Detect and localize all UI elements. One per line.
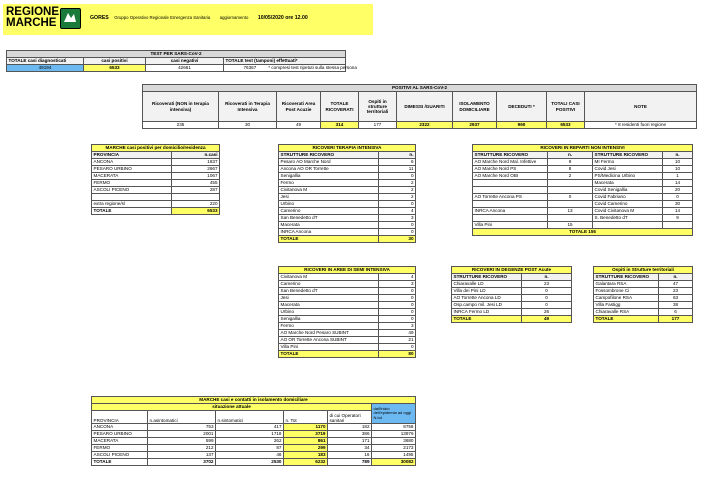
- isolamento-cell: 171: [328, 438, 372, 445]
- tests-h-neg: casi negativi: [146, 58, 224, 65]
- nonti-cell: 14: [663, 208, 693, 215]
- isolamento-cell: 262: [216, 438, 284, 445]
- territoriali-name: Chiaravalle RSA: [594, 309, 659, 316]
- semi-value: 0: [379, 302, 416, 309]
- nonti-cell: [473, 187, 548, 194]
- postacute-name: AO Torrette Ancona LD: [452, 295, 522, 302]
- territoriali-row: [594, 309, 693, 316]
- isolamento-cell: PESARO URBINO: [92, 431, 148, 438]
- tests-h-pos: casi positivi: [84, 58, 146, 65]
- territoriali-row: [594, 302, 693, 309]
- postacute-h1: STRUTTURE RICOVERO: [452, 274, 522, 281]
- postacute-value: 26: [522, 309, 572, 316]
- semi-name: Fermo: [279, 323, 379, 330]
- positivi-value-4: 177: [359, 122, 397, 129]
- isolamento-h1: n.asintomatici: [148, 411, 216, 424]
- tests-v-neg: 42661: [146, 65, 224, 72]
- tests-v-tot: [224, 65, 357, 72]
- positivi-value-5: 2322: [397, 122, 453, 129]
- semi-value: 0: [379, 344, 416, 351]
- nonti-cell: 0: [548, 194, 593, 201]
- nonti-cell: 10: [663, 159, 693, 166]
- territoriali-value: 38: [659, 302, 693, 309]
- postacute-row: [452, 302, 572, 309]
- semi-name: Civitanova M: [279, 274, 379, 281]
- territoriali-total-label: TOTALE: [594, 316, 659, 323]
- isolamento-total-cell: 2530: [216, 459, 284, 466]
- domicilio-value: 220: [172, 201, 220, 208]
- isolamento-cell: FERMO: [92, 445, 148, 452]
- positivi-header-0: Ricoverati (NON in terapia intensiva): [143, 92, 219, 122]
- isolamento-cell: 1170: [284, 424, 328, 431]
- positivi-value-9: * 8 residenti fuori regione: [585, 122, 697, 129]
- isolamento-row: [92, 424, 416, 431]
- isolamento-cell: 183: [284, 452, 328, 459]
- domicilio-row: [92, 166, 220, 173]
- isolamento-cell: 13976: [372, 431, 416, 438]
- positivi-header-3: TOTALE RICOVERATI: [321, 92, 359, 122]
- domicilio-name: FERMO: [92, 180, 172, 187]
- postacute-name: Chiaravalle LD: [452, 281, 522, 288]
- postacute-h2: n.: [522, 274, 572, 281]
- isolamento-row: [92, 445, 416, 452]
- domicilio-row: [92, 173, 220, 180]
- ti-title: RICOVERI TERAPIA INTENSIVA: [279, 145, 416, 152]
- positivi-value-8: 6533: [547, 122, 585, 129]
- semi-row: [279, 323, 416, 330]
- ti-value: 2: [379, 187, 416, 194]
- territoriali-total: 177: [659, 316, 693, 323]
- isolamento-cell: 3719: [284, 431, 328, 438]
- ti-row: [279, 208, 416, 215]
- nonti-cell: [548, 180, 593, 187]
- isolamento-title: MARCHE casi e contatti in isolamento domiciliare: [92, 397, 416, 404]
- nonti-h3: STRUTTURE RICOVERO: [593, 152, 663, 159]
- isolamento-h2: n.sintomatici: [216, 411, 284, 424]
- semi-title: RICOVERI IN AREE DI SEMI INTENSIVA: [279, 267, 416, 274]
- nonti-cell: INRCA Ancona: [473, 208, 548, 215]
- update-label: aggiornamento: [219, 15, 249, 20]
- semi-name: Macerata: [279, 302, 379, 309]
- domicilio-name: ASCOLI PICENO: [92, 187, 172, 194]
- nonti-cell: [473, 215, 548, 222]
- positivi-header-8: TOTALI CASI POSITIVI: [547, 92, 585, 122]
- isolamento-cell: 417: [216, 424, 284, 431]
- semi-name: San Benedetto dT: [279, 288, 379, 295]
- nonti-cell: 10: [663, 166, 693, 173]
- nonti-row: [473, 201, 693, 208]
- domicilio-name: extra regione/sl: [92, 201, 172, 208]
- ti-h1: STRUTTURE RICOVERO: [279, 152, 379, 159]
- ti-value: 3: [379, 215, 416, 222]
- positivi-header-5: DIMESSI /GUARITI: [397, 92, 453, 122]
- domicilio-value: 455: [172, 180, 220, 187]
- positivi-value-6: 2937: [453, 122, 497, 129]
- nonti-cell: AO Marche Nord OBI: [473, 173, 548, 180]
- isolamento-cell: 2001: [148, 431, 216, 438]
- ti-row: [279, 222, 416, 229]
- update-value: 10/05/2020 ore 12.00: [257, 15, 308, 21]
- isolamento-cell: 46: [216, 452, 284, 459]
- nonti-total-row: [473, 229, 693, 236]
- domicilio-h1: PROVINCIA: [92, 152, 172, 159]
- ti-row: [279, 173, 416, 180]
- nonti-total-label: TOTALE: [569, 229, 588, 235]
- nonti-row: [473, 159, 693, 166]
- semi-value: 0: [379, 309, 416, 316]
- territoriali-name: Fossombrone Ci: [594, 288, 659, 295]
- postacute-title: RICOVERI IN DEGENZE POST Acute: [452, 267, 572, 274]
- nonti-cell: [473, 201, 548, 208]
- nonti-cell: Covid Camerino: [593, 201, 663, 208]
- domicilio-total: 6533: [172, 208, 220, 215]
- isolamento-cell: 599: [148, 438, 216, 445]
- region-logo-text: REGIONE MARCHE: [6, 6, 60, 29]
- territoriali-title: Ospiti in Strutture territoriali: [594, 267, 693, 274]
- tests-v-diag: 49194: [7, 65, 84, 72]
- nonti-row: [473, 166, 693, 173]
- isolamento-cell: 1495: [372, 452, 416, 459]
- ti-value: 0: [379, 201, 416, 208]
- ti-name: Fermo: [279, 180, 379, 187]
- positivi-table: [142, 84, 697, 129]
- postacute-name: Osp.campo mil. Jesi LD: [452, 302, 522, 309]
- isolamento-row: [92, 438, 416, 445]
- semi-row: [279, 337, 416, 344]
- domicilio-value: 1067: [172, 173, 220, 180]
- isolamento-cell: 34: [328, 445, 372, 452]
- ti-row: [279, 180, 416, 187]
- territoriali-value: 47: [659, 281, 693, 288]
- postacute-row: [452, 281, 572, 288]
- semi-row: [279, 330, 416, 337]
- territoriali-row: [594, 288, 693, 295]
- semi-name: Camerino: [279, 281, 379, 288]
- nonti-cell: AO Marche Nord Mal. Infettive: [473, 159, 548, 166]
- domicilio-name: PESARO URBINO: [92, 166, 172, 173]
- nonti-cell: Covid Fabriano: [593, 194, 663, 201]
- postacute-value: 0: [522, 288, 572, 295]
- domicilio-table: [91, 144, 220, 215]
- isolamento-cell: 1718: [216, 431, 284, 438]
- domicilio-total-label: TOTALE: [92, 208, 172, 215]
- positivi-header-9: NOTE: [585, 92, 697, 122]
- nonti-cell: MI Fermo: [593, 159, 663, 166]
- territoriali-row: [594, 281, 693, 288]
- nonti-cell: 0: [663, 194, 693, 201]
- postacute-value: 0: [522, 295, 572, 302]
- isolamento-total-cell: 30082: [372, 459, 416, 466]
- positivi-value-0: 235: [143, 122, 219, 129]
- semi-total-label: TOTALE: [279, 351, 379, 358]
- nonti-row: [473, 194, 693, 201]
- ti-value: 2: [379, 194, 416, 201]
- tests-title: TEST PER SARS-CoV-2: [7, 51, 346, 58]
- isolamento-cell: 137: [148, 452, 216, 459]
- isolamento-h4: di cui Operatori sanitari: [328, 411, 372, 424]
- domicilio-row: [92, 201, 220, 208]
- territoriali-name: Villa Fastigg: [594, 302, 659, 309]
- isolamento-cell: ANCONA: [92, 424, 148, 431]
- nonti-title: RICOVERI IN REPARTI NON INTENSIVI: [473, 145, 693, 152]
- isolamento-cell: 182: [328, 424, 372, 431]
- semi-row: [279, 274, 416, 281]
- ti-name: San Benedetto dT: [279, 215, 379, 222]
- nonti-table: [472, 144, 693, 236]
- isolamento-cell: 299: [284, 445, 328, 452]
- tests-note: * compresi test ripetuti sulla stessa persona: [268, 65, 357, 71]
- postacute-row: [452, 309, 572, 316]
- ti-row: [279, 229, 416, 236]
- isolamento-total-cell: 3702: [148, 459, 216, 466]
- isolamento-cell: MACERATA: [92, 438, 148, 445]
- nonti-cell: 2: [548, 173, 593, 180]
- nonti-total: 155: [588, 229, 596, 235]
- semi-row: [279, 295, 416, 302]
- ti-value: 4: [379, 208, 416, 215]
- isolamento-subtitle: situazione attuale: [92, 404, 372, 411]
- ti-table: [278, 144, 416, 243]
- semi-value: 0: [379, 288, 416, 295]
- ti-name: INRCA Ancona: [279, 229, 379, 236]
- semi-name: Urbino: [279, 309, 379, 316]
- nonti-h4: n.: [663, 152, 693, 159]
- domicilio-name: [92, 194, 172, 201]
- semi-value: 3: [379, 281, 416, 288]
- ti-row: [279, 194, 416, 201]
- postacute-row: [452, 295, 572, 302]
- nonti-cell: 14: [663, 180, 693, 187]
- nonti-cell: 1: [663, 173, 693, 180]
- domicilio-value: 287: [172, 187, 220, 194]
- nonti-cell: [663, 222, 693, 229]
- semi-row: [279, 288, 416, 295]
- ti-total-label: TOTALE: [279, 236, 379, 243]
- domicilio-value: 2667: [172, 166, 220, 173]
- positivi-value-1: 30: [219, 122, 277, 129]
- region-emblem-icon: [60, 8, 81, 29]
- territoriali-row: [594, 295, 693, 302]
- ti-value: 0: [379, 229, 416, 236]
- ti-name: Civitanova M: [279, 187, 379, 194]
- positivi-header-6: ISOLAMENTO DOMICILIARE: [453, 92, 497, 122]
- nonti-row: [473, 173, 693, 180]
- org-full: Gruppo Operativo Regionale Emergenza Sanitaria: [114, 15, 211, 20]
- nonti-cell: 9: [548, 159, 593, 166]
- ti-name: Jesi: [279, 194, 379, 201]
- ti-row: [279, 201, 416, 208]
- isolamento-row: [92, 431, 416, 438]
- semi-row: [279, 302, 416, 309]
- isolamento-total-cell: TOTALE: [92, 459, 148, 466]
- isolamento-cell: 386: [328, 431, 372, 438]
- semi-name: Jesi: [279, 295, 379, 302]
- positivi-value-7: 960: [497, 122, 547, 129]
- ti-value: 0: [379, 173, 416, 180]
- postacute-value: 23: [522, 281, 572, 288]
- domicilio-title: MARCHE casi positivi per domicilio/residenza: [92, 145, 220, 152]
- ti-row: [279, 187, 416, 194]
- ti-total: 30: [379, 236, 416, 243]
- postacute-total: 49: [522, 316, 572, 323]
- semi-name: AO Marche Nord Pesaro SUBINT: [279, 330, 379, 337]
- nonti-cell: PS/Medicina Urbino: [593, 173, 663, 180]
- domicilio-value: 1837: [172, 159, 220, 166]
- domicilio-value: [172, 194, 220, 201]
- semi-table: [278, 266, 416, 358]
- nonti-cell: AO Torrette Ancona PS: [473, 194, 548, 201]
- isolamento-h0: PROVINCIA: [92, 411, 148, 424]
- territoriali-table: [593, 266, 693, 323]
- nonti-cell: [548, 215, 593, 222]
- territoriali-name: Campofilone RSA: [594, 295, 659, 302]
- semi-name: Senigallia: [279, 316, 379, 323]
- positivi-value-3: 314: [321, 122, 359, 129]
- ti-h2: n.: [379, 152, 416, 159]
- territoriali-value: 23: [659, 288, 693, 295]
- postacute-table: [451, 266, 572, 323]
- isolamento-cell: 16: [328, 452, 372, 459]
- domicilio-h2: n.casi: [172, 152, 220, 159]
- isolamento-cell: ASCOLI PICENO: [92, 452, 148, 459]
- territoriali-h1: STRUTTURE RICOVERO: [594, 274, 659, 281]
- ti-row: [279, 166, 416, 173]
- semi-row: [279, 309, 416, 316]
- isolamento-h3: n. Tot: [284, 411, 328, 424]
- territoriali-value: 6: [659, 309, 693, 316]
- semi-value: 49: [379, 330, 416, 337]
- postacute-name: INRCA Fermo LD: [452, 309, 522, 316]
- semi-row: [279, 344, 416, 351]
- nonti-cell: Villa Pini: [473, 222, 548, 229]
- postacute-row: [452, 288, 572, 295]
- domicilio-row: [92, 194, 220, 201]
- domicilio-row: [92, 159, 220, 166]
- nonti-cell: S. Benedetto dT: [593, 215, 663, 222]
- semi-value: 0: [379, 316, 416, 323]
- nonti-cell: 13: [548, 208, 593, 215]
- nonti-cell: [548, 201, 593, 208]
- nonti-cell: 20: [663, 187, 693, 194]
- domicilio-row: [92, 180, 220, 187]
- ti-value: 11: [379, 166, 416, 173]
- isolamento-cell: 87: [216, 445, 284, 452]
- tests-tot-value: 76367: [243, 65, 257, 71]
- ti-value: 6: [379, 159, 416, 166]
- positivi-header-7: DECEDUTI *: [497, 92, 547, 122]
- nonti-row: [473, 208, 693, 215]
- semi-value: 3: [379, 323, 416, 330]
- isolamento-cell: 3680: [372, 438, 416, 445]
- ti-name: Urbino: [279, 201, 379, 208]
- tests-h-tot: TOTALE test (tamponi) effettuati*: [224, 58, 346, 65]
- territoriali-value: 63: [659, 295, 693, 302]
- ti-row: [279, 159, 416, 166]
- nonti-cell: 30: [663, 201, 693, 208]
- nonti-cell: 9: [663, 215, 693, 222]
- territoriali-name: Galantara RSA: [594, 281, 659, 288]
- semi-value: 4: [379, 274, 416, 281]
- semi-value: 0: [379, 295, 416, 302]
- ti-row: [279, 215, 416, 222]
- semi-name: AO OR Torrette Ancona SUBINT: [279, 337, 379, 344]
- isolamento-row: [92, 452, 416, 459]
- semi-value: 21: [379, 337, 416, 344]
- isolamento-cell: 861: [284, 438, 328, 445]
- nonti-h1: STRUTTURE RICOVERO: [473, 152, 548, 159]
- semi-name: Villa Pini: [279, 344, 379, 351]
- nonti-row: [473, 180, 693, 187]
- nonti-cell: [548, 187, 593, 194]
- domicilio-name: MACERATA: [92, 173, 172, 180]
- tests-v-pos: 6533: [84, 65, 146, 72]
- positivi-header-1: Ricoverati in Terapia Intensiva: [219, 92, 277, 122]
- positivi-header-2: Ricoverati Area Post Acuzie: [277, 92, 321, 122]
- isolamento-cell: 8758: [372, 424, 416, 431]
- nonti-cell: Covid Civitanova M: [593, 208, 663, 215]
- semi-row: [279, 316, 416, 323]
- semi-total: 80: [379, 351, 416, 358]
- domicilio-row: [92, 187, 220, 194]
- nonti-row: [473, 222, 693, 229]
- positivi-title: POSITIVI AL SARS-CoV-2: [143, 85, 697, 92]
- isolamento-table: [91, 396, 416, 466]
- nonti-cell: 8: [548, 166, 593, 173]
- postacute-total-label: TOTALE: [452, 316, 522, 323]
- isolamento-cell: 2173: [372, 445, 416, 452]
- nonti-row: [473, 187, 693, 194]
- nonti-cell: 15: [548, 222, 593, 229]
- isolamento-total-cell: 6232: [284, 459, 328, 466]
- ti-value: 0: [379, 222, 416, 229]
- postacute-value: 0: [522, 302, 572, 309]
- nonti-cell: [473, 180, 548, 187]
- nonti-cell: Covid Senigallia: [593, 187, 663, 194]
- ti-name: Macerata: [279, 222, 379, 229]
- tests-table: [6, 50, 357, 72]
- territoriali-h2: n.: [659, 274, 693, 281]
- nonti-cell: AO Marche Nord PS: [473, 166, 548, 173]
- nonti-cell: [593, 222, 663, 229]
- isolamento-total-cell: 789: [328, 459, 372, 466]
- org-line: [90, 16, 308, 22]
- domicilio-name: ANCONA: [92, 159, 172, 166]
- ti-name: Ancona AO OR Torrette: [279, 166, 379, 173]
- postacute-name: Villa dei Pini LD: [452, 288, 522, 295]
- isolamento-cell: 212: [148, 445, 216, 452]
- ti-value: 2: [379, 180, 416, 187]
- positivi-value-2: 49: [277, 122, 321, 129]
- nonti-h2: n.: [548, 152, 593, 159]
- nonti-cell: Covid Jesi: [593, 166, 663, 173]
- isolamento-h6: dall'inizio dell'epidemia ad oggi N.tot: [372, 404, 416, 424]
- ti-name: Pesaro AO Marche Nord: [279, 159, 379, 166]
- ti-name: Senigallia: [279, 173, 379, 180]
- tests-h-diag: TOTALE casi diagnosticati: [7, 58, 84, 65]
- isolamento-cell: 753: [148, 424, 216, 431]
- org-name: GORES: [90, 15, 109, 21]
- ti-name: Camerino: [279, 208, 379, 215]
- semi-row: [279, 281, 416, 288]
- nonti-cell: Macerata: [593, 180, 663, 187]
- nonti-row: [473, 215, 693, 222]
- positivi-header-4: Ospiti in strutture territoriali: [359, 92, 397, 122]
